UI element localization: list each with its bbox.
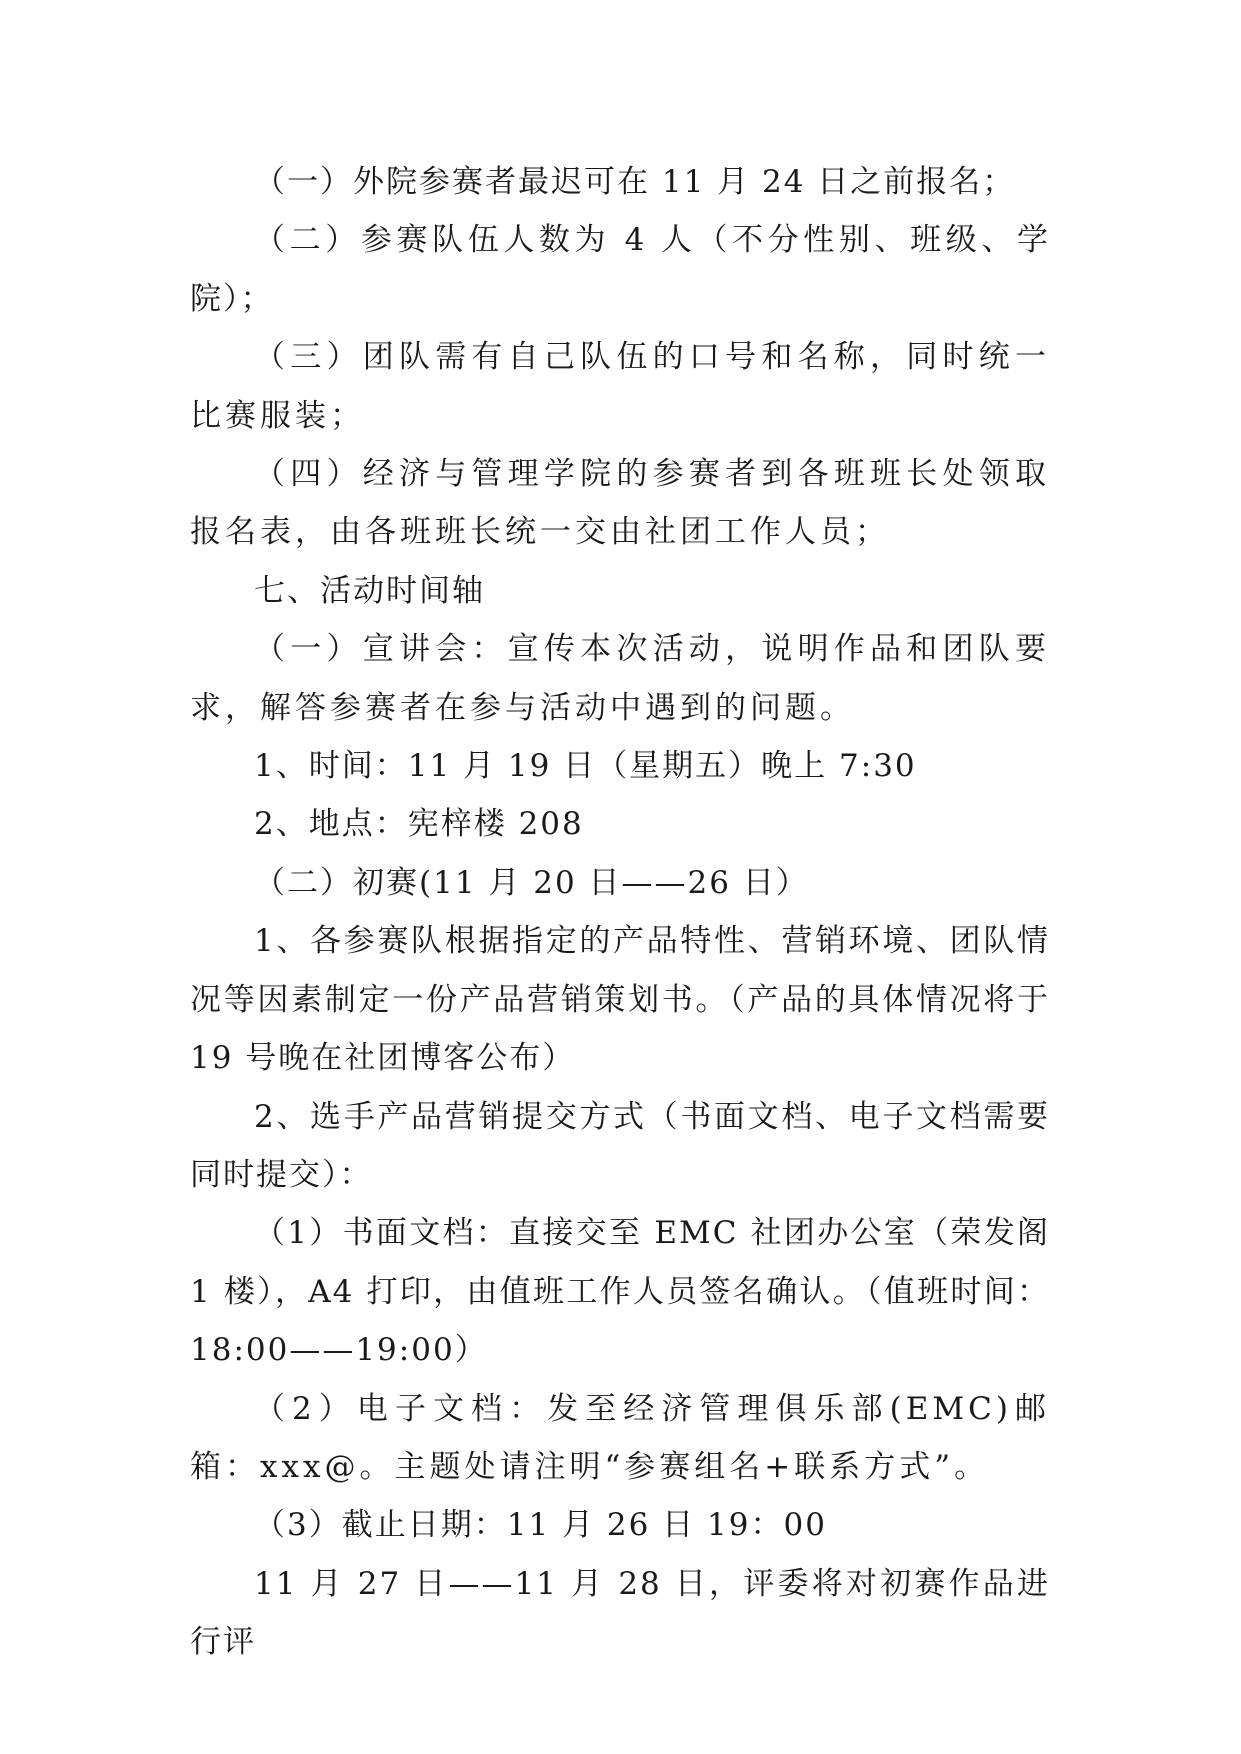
paragraph-preliminary-round: （二）初赛(11 月 20 日——26 日） <box>254 864 809 901</box>
paragraph-electronic-document: （2）电子文档：发至经济管理俱乐部(EMC)邮箱：xxx@。主题处请注明“参赛组名+联系方式”。 <box>190 1390 1050 1485</box>
paragraph-judging: 11 月 27 日——11 月 28 日，评委将对初赛作品进行评 <box>190 1565 1050 1661</box>
paragraph-briefing-time: 1、时间：11 月 19 日（星期五）晚上 7:30 <box>254 748 917 785</box>
paragraph-deadline: （3）截止日期：11 月 26 日 19：00 <box>254 1507 827 1544</box>
paragraph-team-slogan: （三）团队需有自己队伍的口号和名称，同时统一比赛服装； <box>190 339 1050 434</box>
paragraph-paper-document: （1）书面文档：直接交至 EMC 社团办公室（荣发阁 1 楼），A4 打印，由值班工作人员签名确认。（值班时间：18:00——19:00） <box>190 1215 1050 1369</box>
document-body <box>190 153 1050 1672</box>
paragraph-briefing-location: 2、地点：宪梓楼 208 <box>254 806 584 843</box>
paragraph-registration-form: （四）经济与管理学院的参赛者到各班班长处领取报名表，由各班班长统一交由社团工作人员； <box>190 456 1050 551</box>
paragraph-registration-deadline: （一）外院参赛者最迟可在 11 月 24 日之前报名； <box>254 164 1016 200</box>
paragraph-briefing-session: （一）宣讲会：宣传本次活动，说明作品和团队要求，解答参赛者在参与活动中遇到的问题。 <box>190 631 1050 726</box>
paragraph-marketing-plan: 1、各参赛队根据指定的产品特性、营销环境、团队情况等因素制定一份产品营销策划书。（产品的具体情况将于 19 号晚在社团博客公布） <box>190 923 1050 1077</box>
paragraph-submission-method: 2、选手产品营销提交方式（书面文档、电子文档需要同时提交）： <box>190 1098 1050 1193</box>
section-heading-timeline: 七、活动时间轴 <box>254 572 485 609</box>
paragraph-team-size: （二）参赛队伍人数为 4 人（不分性别、班级、学院）； <box>190 222 1050 317</box>
